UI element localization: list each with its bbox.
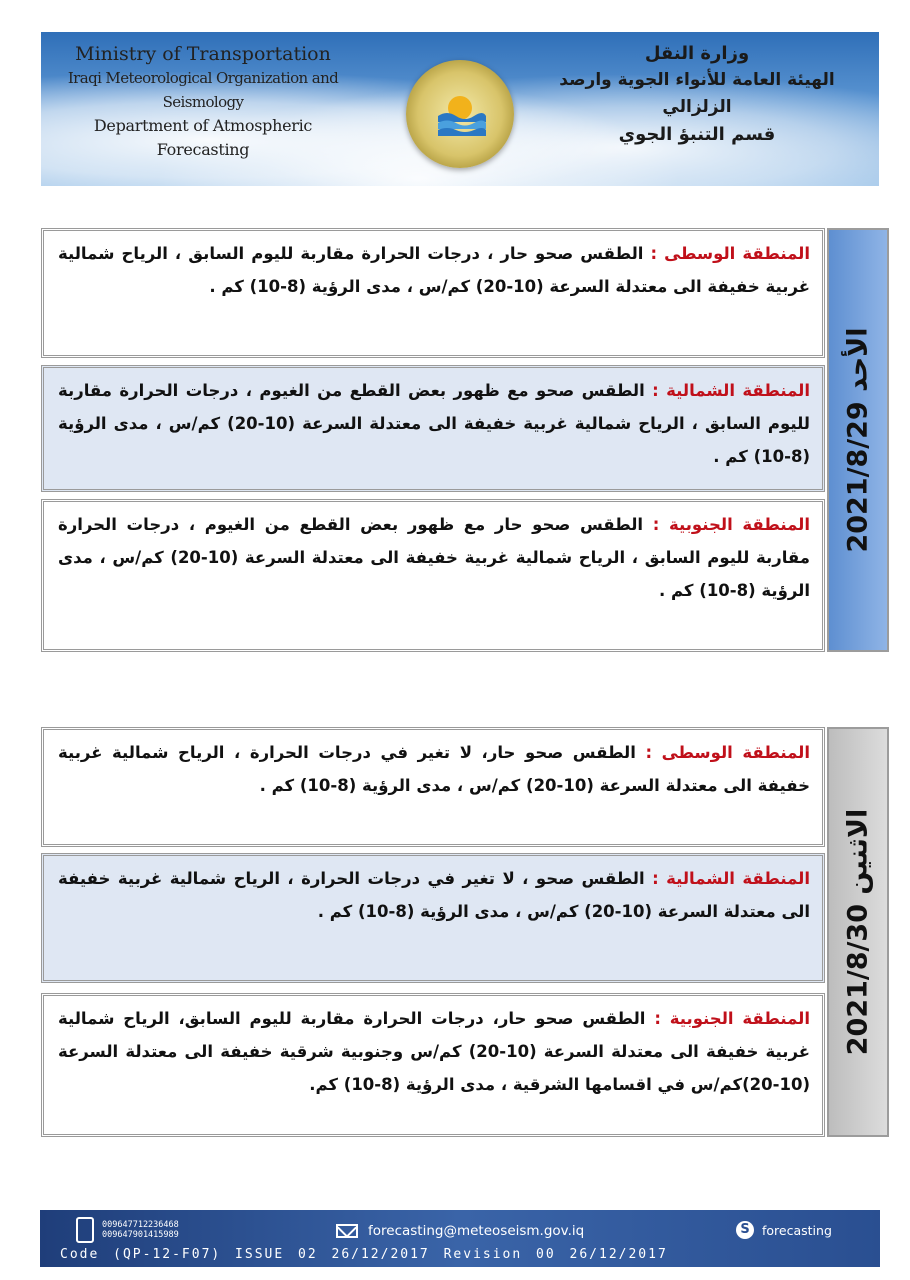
skype-handle: forecasting	[762, 1223, 832, 1238]
ministry-name-en: Ministry of Transportation	[75, 43, 331, 65]
region-list	[41, 228, 825, 652]
phone-number: 009647901415989	[102, 1230, 179, 1240]
phone-number: 009647712236468	[102, 1220, 179, 1230]
header-banner	[41, 32, 879, 186]
region-name: المنطقة الجنوبية :	[654, 1009, 810, 1028]
day-forecast-block	[41, 727, 889, 1137]
region-south-forecast	[41, 499, 825, 652]
phone-numbers	[102, 1220, 179, 1240]
header-english	[53, 42, 353, 162]
skype-icon: S	[736, 1221, 754, 1239]
date-tab	[827, 727, 889, 1137]
region-list	[41, 727, 825, 1137]
region-name: المنطقة الشمالية :	[652, 869, 810, 888]
region-text: الطقس صحو حار، درجات الحرارة مقاربة لليوم السابق، الرياح شمالية غربية خفيفة الى معتدلة السرعة (10-20) كم/س وجنوبية شرقية خفيفة الى معتدلة السرعة (10-20)كم/س في اقسامها الشرقية ، مدى الرؤية (8-10) كم.	[58, 1009, 810, 1094]
region-name: المنطقة الوسطى :	[645, 743, 810, 762]
region-south-forecast	[41, 993, 825, 1137]
region-name: المنطقة الجنوبية :	[652, 515, 810, 534]
region-text: الطقس صحو مع ظهور بعض القطع من الغيوم ، درجات الحرارة مقاربة لليوم السابق ، الرياح شمالية غربية خفيفة الى معتدلة السرعة (10-20) كم/س ، مدى الرؤية (8-10) كم .	[58, 381, 810, 466]
document-code: Code (QP-12-F07) ISSUE 02 26/12/2017 Revision 00 26/12/2017	[60, 1247, 668, 1262]
logo-emblem-icon	[434, 90, 486, 136]
region-name: المنطقة الوسطى :	[650, 244, 810, 263]
ministry-name-ar: وزارة النقل	[644, 43, 750, 64]
region-text: الطقس صحو حار ، درجات الحرارة مقاربة لليوم السابق ، الرياح شمالية غربية خفيفة الى معتدلة السرعة (10-20) كم/س ، مدى الرؤية (8-10) كم .	[58, 244, 810, 296]
department-name-ar: قسم التنبؤ الجوي	[618, 124, 776, 145]
region-text: الطقس صحو حار، لا تغير في درجات الحرارة ، الرياح شمالية غربية خفيفة الى معتدلة السرعة (10-20) كم/س ، مدى الرؤية (8-10) كم .	[58, 743, 810, 795]
date-tab	[827, 228, 889, 652]
date-label: الأحد 2021/8/29	[842, 327, 874, 553]
footer-bar	[40, 1210, 880, 1267]
region-text: الطقس صحو ، لا تغير في درجات الحرارة ، الرياح شمالية غربية خفيفة الى معتدلة السرعة (10-20) كم/س ، مدى الرؤية (8-10) كم .	[58, 869, 810, 921]
region-north-forecast	[41, 365, 825, 492]
region-name: المنطقة الشمالية :	[652, 381, 810, 400]
department-name-en: Department of Atmospheric Forecasting	[93, 116, 313, 159]
day-forecast-block	[41, 228, 889, 652]
region-north-forecast	[41, 853, 825, 983]
organization-name-ar: الهيئة العامة للأنواء الجوية وارصد الزلزالي	[559, 70, 835, 117]
region-central-forecast	[41, 228, 825, 358]
region-central-forecast	[41, 727, 825, 847]
region-text: الطقس صحو حار مع ظهور بعض القطع من الغيوم ، درجات الحرارة مقاربة لليوم السابق ، الرياح شمالية غربية خفيفة الى معتدلة السرعة (10-20) كم/س ، مدى الرؤية (8-10) كم .	[58, 515, 810, 600]
header-arabic	[527, 40, 867, 148]
phone-icon	[76, 1217, 94, 1243]
mail-icon	[336, 1224, 358, 1238]
organization-logo	[406, 60, 514, 168]
email-address[interactable]: forecasting@meteoseism.gov.iq	[368, 1223, 585, 1239]
organization-name-en: Iraqi Meteorological Organization and Seismology	[67, 69, 339, 111]
date-label: الاثنين 2021/8/30	[842, 808, 874, 1056]
